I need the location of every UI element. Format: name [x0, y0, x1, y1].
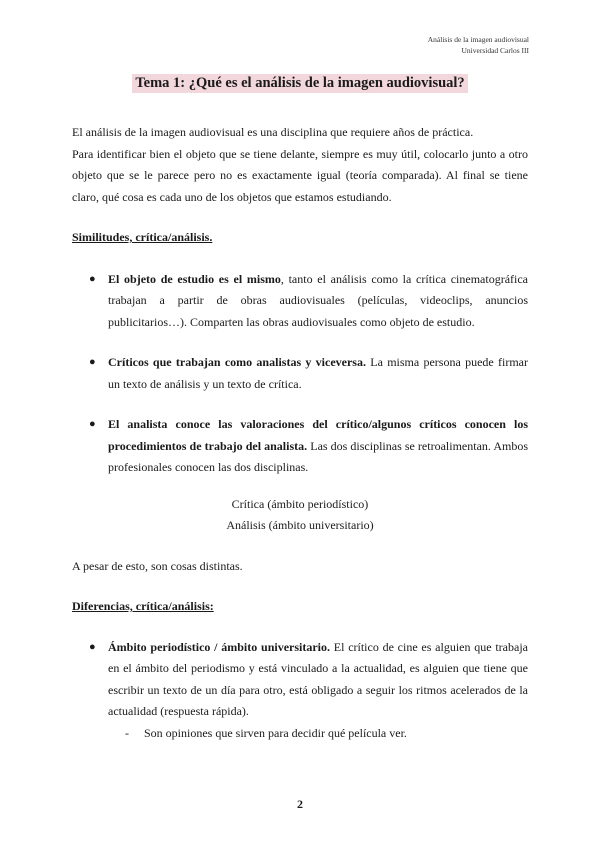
- list-item: [72, 269, 528, 334]
- transition-paragraph: A pesar de esto, son cosas distintas.: [72, 558, 243, 573]
- bullet-text: La misma persona puede firmar un texto de análisis y un texto de crítica.: [108, 355, 528, 391]
- list-item: [72, 414, 528, 479]
- page-title: Tema 1: ¿Qué es el análisis de la imagen audiovisual?: [132, 74, 467, 93]
- section-heading-similitudes: Similitudes, crítica/análisis.: [72, 230, 213, 244]
- bullet-text: , tanto el análisis como la crítica cinematográfica trabajan a partir de obras audiovisuales (películas, videoclips, anuncios publicitarios…). Comparten las obras audiovisuales como objeto de estudio.: [108, 271, 529, 329]
- sub-list-item: [72, 723, 528, 745]
- bullet-text: Las dos disciplinas se retroalimentan. Ambos profesionales conocen las dos disciplinas.: [108, 438, 529, 474]
- bullet-icon: ●: [89, 418, 96, 430]
- header-course: Análisis de la imagen audiovisual: [427, 35, 529, 44]
- bullet-bold-text: El analista conoce las valoraciones del crítico/algunos críticos conocen los procedimientos de trabajo del analista.: [108, 417, 528, 453]
- intro-paragraph-2: Para identificar bien el objeto que se tiene delante, siempre es muy útil, colocarlo junto a otro objeto que se le parece pero no es exactamente igual (teoría comparada). Al final se tiene claro, qué cosa es cada uno de los objetos que estamos estudiando.: [72, 146, 528, 204]
- bullet-icon: ●: [89, 640, 96, 653]
- center-line-analisis: Análisis (ámbito universitario): [226, 518, 374, 532]
- list-item: [72, 637, 528, 723]
- similitudes-list: [72, 269, 528, 479]
- bullet-bold-text: Ámbito periodístico / ámbito universitario.: [108, 639, 331, 654]
- bullet-bold-text: Críticos que trabajan como analistas y viceversa.: [108, 355, 366, 369]
- title-container: [0, 74, 600, 93]
- bullet-bold-text: El objeto de estudio es el mismo: [108, 271, 281, 286]
- bullet-icon: ●: [89, 272, 96, 285]
- sub-item-text: Son opiniones que sirven para decidir qué película ver.: [144, 725, 407, 740]
- centered-comparison: [72, 494, 528, 537]
- page-header: [428, 34, 529, 56]
- header-university: Universidad Carlos III: [461, 46, 529, 55]
- bullet-icon: ●: [89, 356, 96, 368]
- center-line-critica: Crítica (ámbito periodístico): [231, 496, 369, 511]
- intro-paragraph-1: El análisis de la imagen audiovisual es una disciplina que requiere años de práctica.: [72, 125, 474, 139]
- page-number: 2: [297, 797, 303, 811]
- document-body: [72, 122, 528, 744]
- section-heading-diferencias: Diferencias, crítica/análisis:: [72, 599, 214, 613]
- dash-icon: -: [125, 725, 129, 740]
- diferencias-list: [72, 637, 528, 723]
- bullet-text: El crítico de cine es alguien que trabaja en el ámbito del periodismo y está vinculado a la actualidad, es alguien que tiene que escribir un texto de un día para otro, está obligado a seguir los ritmos acelerados de la actualidad (respuesta rápida).: [108, 639, 528, 718]
- list-item: [72, 352, 528, 395]
